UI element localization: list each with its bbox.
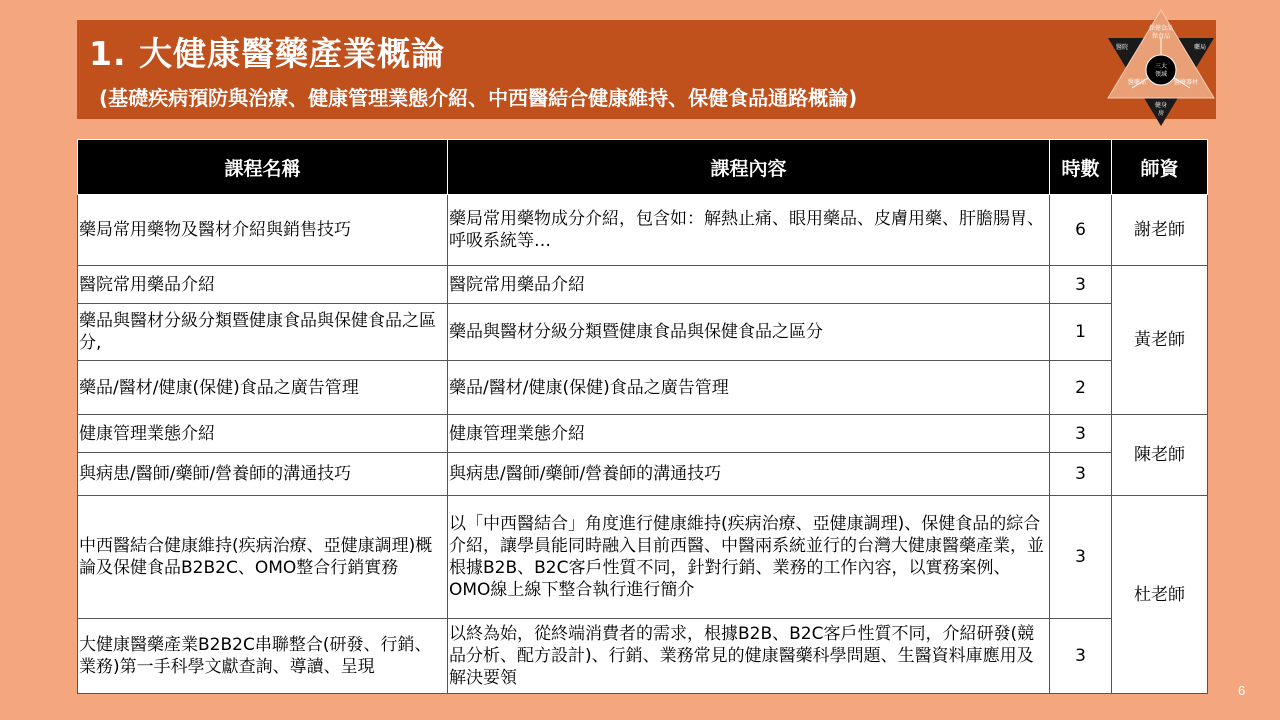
- table-row: [78, 619, 1208, 694]
- course-name: 藥局常用藥物及醫材介紹與銷售技巧: [78, 195, 448, 266]
- logo-bottom-line2: 房: [1157, 110, 1165, 117]
- course-name: 醫院常用藥品介紹: [78, 266, 448, 304]
- course-table: [77, 139, 1208, 694]
- header-course-content: 課程內容: [448, 140, 1050, 195]
- course-name: 與病患/醫師/藥師/營養師的溝通技巧: [78, 453, 448, 496]
- logo-right: 藥局: [1193, 44, 1207, 51]
- teacher: 陳老師: [1112, 415, 1208, 496]
- teacher: 杜老師: [1112, 496, 1208, 694]
- course-hours: 1: [1050, 304, 1112, 361]
- table-header-row: [78, 140, 1208, 195]
- logo-left: 醫院: [1115, 44, 1129, 51]
- logo-center-line2: 領域: [1154, 71, 1168, 78]
- course-content: 藥局常用藥物成分介紹，包含如：解熱止痛、眼用藥品、皮膚用藥、肝膽腸胃、呼吸系統等…: [448, 195, 1050, 266]
- logo-bottom-line1: 健身: [1154, 102, 1168, 109]
- table-row: [78, 496, 1208, 619]
- course-content: 醫院常用藥品介紹: [448, 266, 1050, 304]
- course-content: 以「中西醫結合」角度進行健康維持(疾病治療、亞健康調理)、保健食品的綜合介紹，讓學員能同時融入目前西醫、中醫兩系統並行的台灣大健康醫藥產業，並根據B2B、B2C客戶性質不同，針對行銷、業務的工作內容，以實務案例、OMO線上線下整合執行進行簡介: [448, 496, 1050, 619]
- course-hours: 3: [1050, 266, 1112, 304]
- page-title: 1. 大健康醫藥產業概論: [89, 34, 445, 73]
- course-name: 藥品/醫材/健康(保健)食品之廣告管理: [78, 361, 448, 415]
- logo-top-line1: 保健食品: [1148, 25, 1174, 32]
- logo-bottom-left: 醫藥品: [1127, 79, 1147, 86]
- course-name: 中西醫結合健康維持(疾病治療、亞健康調理)概論及保健食品B2B2C、OMO整合行銷實務: [78, 496, 448, 619]
- title-banner: [77, 20, 1216, 119]
- course-content: 與病患/醫師/藥師/營養師的溝通技巧: [448, 453, 1050, 496]
- logo-bottom-right: 醫療器材: [1173, 79, 1199, 86]
- table-row: [78, 415, 1208, 453]
- header-hours: 時數: [1050, 140, 1112, 195]
- table-row: [78, 304, 1208, 361]
- teacher: 黃老師: [1112, 266, 1208, 415]
- logo-center-line1: 三大: [1154, 63, 1168, 70]
- course-name: 健康管理業態介紹: [78, 415, 448, 453]
- course-content: 健康管理業態介紹: [448, 415, 1050, 453]
- course-name: 藥品與醫材分級分類暨健康食品與保健食品之區分,: [78, 304, 448, 361]
- course-hours: 6: [1050, 195, 1112, 266]
- three-domains-logo: [1100, 8, 1222, 128]
- table-row: [78, 195, 1208, 266]
- logo-top-line2: 保食品: [1151, 33, 1171, 40]
- page-number: 6: [1238, 683, 1246, 698]
- table-row: [78, 266, 1208, 304]
- table-row: [78, 361, 1208, 415]
- teacher: 謝老師: [1112, 195, 1208, 266]
- course-content: 藥品/醫材/健康(保健)食品之廣告管理: [448, 361, 1050, 415]
- course-hours: 3: [1050, 415, 1112, 453]
- header-course-name: 課程名稱: [78, 140, 448, 195]
- course-content: 以終為始，從終端消費者的需求，根據B2B、B2C客戶性質不同，介紹研發(競品分析、配方設計)、行銷、業務常見的健康醫藥科學問題、生醫資料庫應用及解決要領: [448, 619, 1050, 694]
- course-hours: 3: [1050, 619, 1112, 694]
- course-hours: 3: [1050, 453, 1112, 496]
- course-hours: 2: [1050, 361, 1112, 415]
- page-subtitle: (基礎疾病預防與治療、健康管理業態介紹、中西醫結合健康維持、保健食品通路概論): [99, 86, 858, 110]
- course-name: 大健康醫藥產業B2B2C串聯整合(研發、行銷、業務)第一手科學文獻查詢、導讀、呈現: [78, 619, 448, 694]
- header-teacher: 師資: [1112, 140, 1208, 195]
- table-row: [78, 453, 1208, 496]
- course-content: 藥品與醫材分級分類暨健康食品與保健食品之區分: [448, 304, 1050, 361]
- course-hours: 3: [1050, 496, 1112, 619]
